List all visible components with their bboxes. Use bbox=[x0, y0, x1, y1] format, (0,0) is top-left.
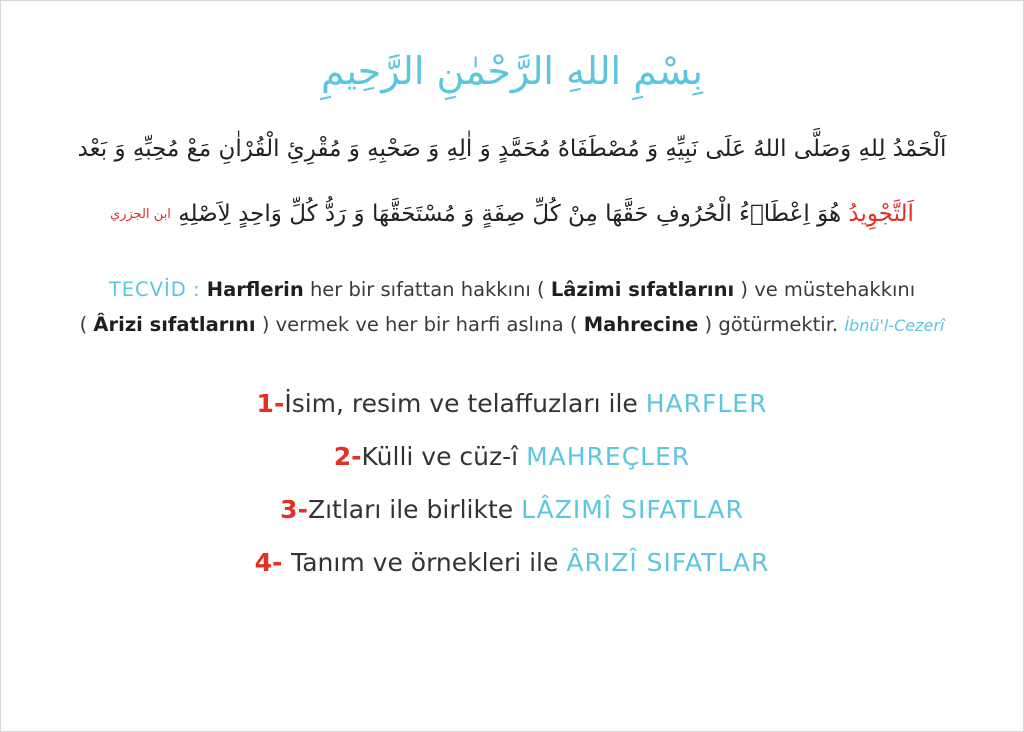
definition-part8: Mahrecine bbox=[583, 312, 699, 336]
list-item bbox=[1, 441, 1023, 472]
definition-line-1 bbox=[1, 273, 1023, 307]
list-item-text: Zıtları ile birlikte bbox=[307, 495, 522, 525]
list-item bbox=[1, 494, 1023, 525]
list-item-dash: - bbox=[351, 441, 362, 471]
definition-part6: Ârizi sıfatlarını bbox=[93, 312, 256, 336]
arabic-attribution: ابن الجزري bbox=[110, 206, 171, 222]
list-item-highlight: ÂRIZÎ SIFATLAR bbox=[566, 548, 770, 578]
definition-part7: ) vermek ve her bir harfi aslına ( bbox=[261, 312, 578, 336]
definition-colon: : bbox=[192, 278, 201, 302]
list-item-number: 4 bbox=[254, 548, 273, 578]
list-item-number: 2 bbox=[333, 441, 352, 471]
definition-part5: ( bbox=[79, 312, 88, 336]
definition-part1: Harflerin bbox=[206, 278, 304, 302]
arabic-praise-line: اَلْحَمْدُ لِلهِ وَصَلَّى اللهُ عَلَى نَبِيِّهِ وَ مُصْطَفَاهُ مُحَمَّدٍ وَ اٰلِهِ وَ صَحْبِهِ وَ مُقْرِئِ الْقُرْاٰنِ مَعْ مُحِبِّهِ وَ بَعْد bbox=[77, 136, 947, 163]
list-item-number: 3 bbox=[280, 495, 298, 525]
list-item-highlight: HARFLER bbox=[645, 388, 768, 418]
arabic-tajweed-term: اَلتَّجْوِيدُ bbox=[848, 200, 914, 227]
definition-part3: Lâzimi sıfatlarını bbox=[550, 278, 735, 302]
list-item bbox=[1, 388, 1023, 419]
basmala-text: بِسْمِ اللهِ الرَّحْمٰنِ الرَّحِيمِ bbox=[321, 49, 703, 93]
list-item bbox=[1, 547, 1023, 578]
list-item-highlight: MAHREÇLER bbox=[526, 441, 691, 471]
list-item-number: 1 bbox=[256, 388, 274, 418]
list-item-text: Tanım ve örnekleri ile bbox=[291, 548, 567, 578]
list-item-dash: - bbox=[273, 388, 285, 418]
definition-part9: ) götürmektir. bbox=[704, 312, 839, 336]
list-item-text: Külli ve cüz-î bbox=[361, 441, 527, 471]
topics-list bbox=[1, 388, 1023, 579]
turkish-definition bbox=[1, 273, 1023, 341]
list-item-dash: - bbox=[297, 495, 308, 525]
definition-label: TECVİD bbox=[108, 278, 187, 302]
arabic-definition-rest: هُوَ اِعْطَاۤءُ الْحُرُوفِ حَقَّهَا مِنْ كُلِّ صِفَةٍ وَ مُسْتَحَقَّهَا وَ رَدُّ كُلِّ وَاحِدٍ لِاَصْلِهِ bbox=[178, 200, 842, 227]
list-item-highlight: LÂZIMÎ SIFATLAR bbox=[521, 495, 744, 525]
arabic-definition-line bbox=[1, 197, 1023, 232]
list-item-text: İsim, resim ve telaffuzları ile bbox=[284, 388, 646, 418]
list-item-dash: - bbox=[272, 548, 292, 578]
definition-part2: her bir sıfattan hakkını ( bbox=[309, 278, 545, 302]
definition-line-2 bbox=[1, 308, 1023, 342]
definition-part4: ) ve müstehakkını bbox=[740, 278, 916, 302]
definition-attribution: İbnü'l-Cezerî bbox=[844, 315, 945, 335]
